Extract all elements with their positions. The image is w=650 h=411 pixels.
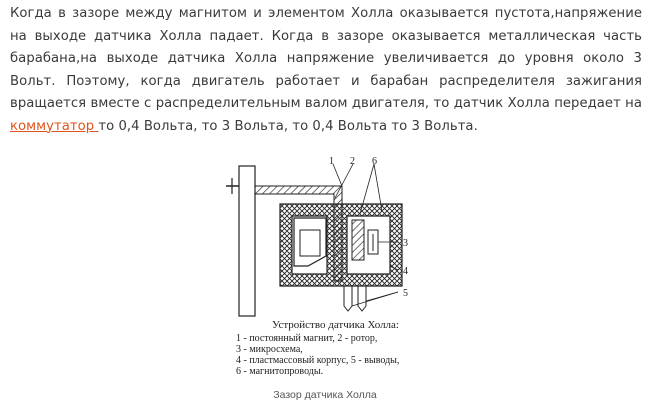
legend-line-3: 4 - пластмассовый корпус, 5 - выводы, — [236, 355, 400, 366]
article-paragraph — [10, 3, 642, 138]
legend-line-2: 3 - микросхема, — [236, 344, 303, 355]
callout-5: 5 — [403, 288, 408, 299]
hall-sensor-figure — [222, 156, 422, 376]
callout-4: 4 — [403, 266, 408, 277]
commutator-link[interactable]: коммутатор — [10, 118, 99, 134]
callout-2: 2 — [350, 156, 355, 167]
callout-3: 3 — [403, 238, 408, 249]
paragraph-text-end: то 0,4 Вольта, то 3 Вольта, то 0,4 Вольта то 3 Вольта. — [98, 118, 478, 134]
figure-caption: Зазор датчика Холла — [273, 389, 377, 401]
legend-title: Устройство датчика Холла: — [272, 319, 399, 331]
legend-line-4: 6 - магнитопроводы. — [236, 366, 324, 376]
legend-line-1: 1 - постоянный магнит, 2 - ротор, — [236, 333, 378, 344]
callout-1: 1 — [329, 156, 334, 167]
paragraph-text-start: Когда в зазоре между магнитом и элементом Холла оказывается пустота,напряжение на выходе датчика Холла падает. Когда в зазоре оказывается металлическая часть барабана,на выходе датчика Холла напряжение увеличивается до уровня около 3 Вольт. Поэтому, когда двигатель работает и барабан распределителя зажигания вращается вместе с распределительным валом двигателя, то датчик Холла передает на — [10, 6, 642, 111]
hall-sensor-diagram — [222, 156, 422, 376]
callout-6: 6 — [372, 156, 377, 167]
